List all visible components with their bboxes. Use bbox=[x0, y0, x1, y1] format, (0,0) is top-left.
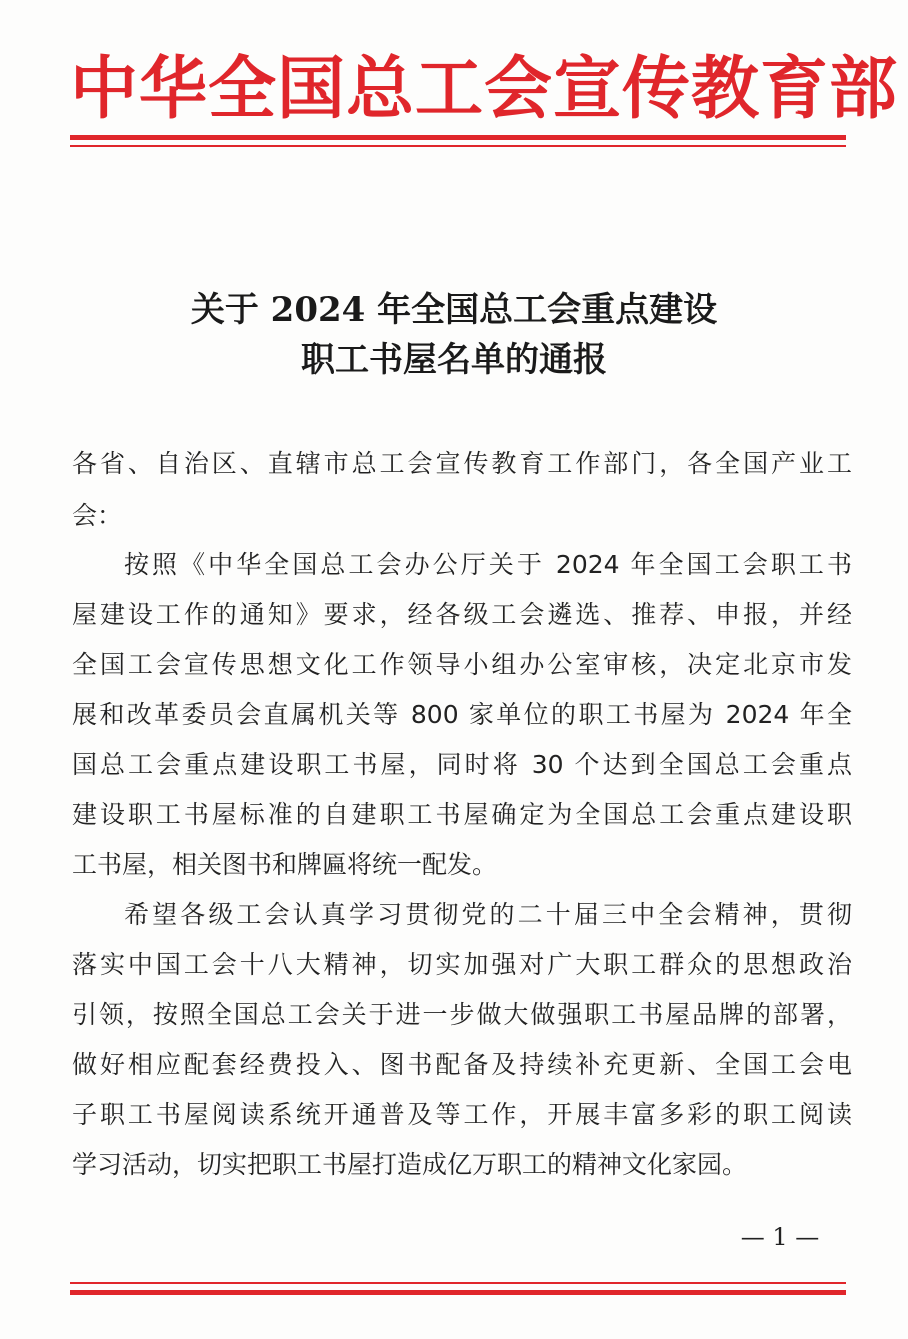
header-red-rule-thick bbox=[70, 135, 846, 140]
paragraph-line: 学习活动，切实把职工书屋打造成亿万职工的精神文化家园。 bbox=[72, 1150, 748, 1179]
paragraph-line: 做好相应配套经费投入、图书配备及持续补充更新、全国工会电 bbox=[72, 1050, 852, 1079]
paragraph-line: 希望各级工会认真学习贯彻党的二十届三中全会精神，贯彻 bbox=[124, 900, 852, 929]
paragraph-line: 工书屋，相关图书和牌匾将统一配发。 bbox=[72, 850, 498, 879]
paragraph-line: 引领，按照全国总工会关于进一步做大做强职工书屋品牌的部署， bbox=[72, 1000, 852, 1029]
document-title-line-2: 职工书屋名单的通报 bbox=[301, 340, 607, 380]
organization-letterhead: 中华全国总工会宣传教育部 bbox=[70, 50, 899, 129]
paragraph-line: 全国工会宣传思想文化工作领导小组办公室审核，决定北京市发 bbox=[72, 650, 852, 679]
paragraph-line: 建设职工书屋标准的自建职工书屋确定为全国总工会重点建设职 bbox=[72, 800, 852, 829]
header-red-rule-thin bbox=[70, 145, 846, 147]
footer-red-rule-thick bbox=[70, 1290, 846, 1295]
page-number: — 1 — bbox=[740, 1223, 820, 1251]
paragraph-line: 按照《中华全国总工会办公厅关于 2024 年全国工会职工书 bbox=[124, 550, 852, 579]
paragraph-line: 落实中国工会十八大精神，切实加强对广大职工群众的思想政治 bbox=[72, 950, 852, 979]
paragraph-line: 国总工会重点建设职工书屋，同时将 30 个达到全国总工会重点 bbox=[72, 750, 852, 779]
paragraph-line: 子职工书屋阅读系统开通普及等工作，开展丰富多彩的职工阅读 bbox=[72, 1100, 852, 1129]
footer-red-rule-thin bbox=[70, 1282, 846, 1284]
paragraph-line: 展和改革委员会直属机关等 800 家单位的职工书屋为 2024 年全 bbox=[72, 700, 852, 729]
salutation-line: 会： bbox=[72, 501, 123, 530]
paragraph-line: 屋建设工作的通知》要求，经各级工会遴选、推荐、申报，并经 bbox=[72, 600, 852, 629]
document-title-line-1: 关于 2024 年全国总工会重点建设 bbox=[190, 290, 718, 330]
salutation-line: 各省、自治区、直辖市总工会宣传教育工作部门，各全国产业工 bbox=[72, 449, 852, 478]
